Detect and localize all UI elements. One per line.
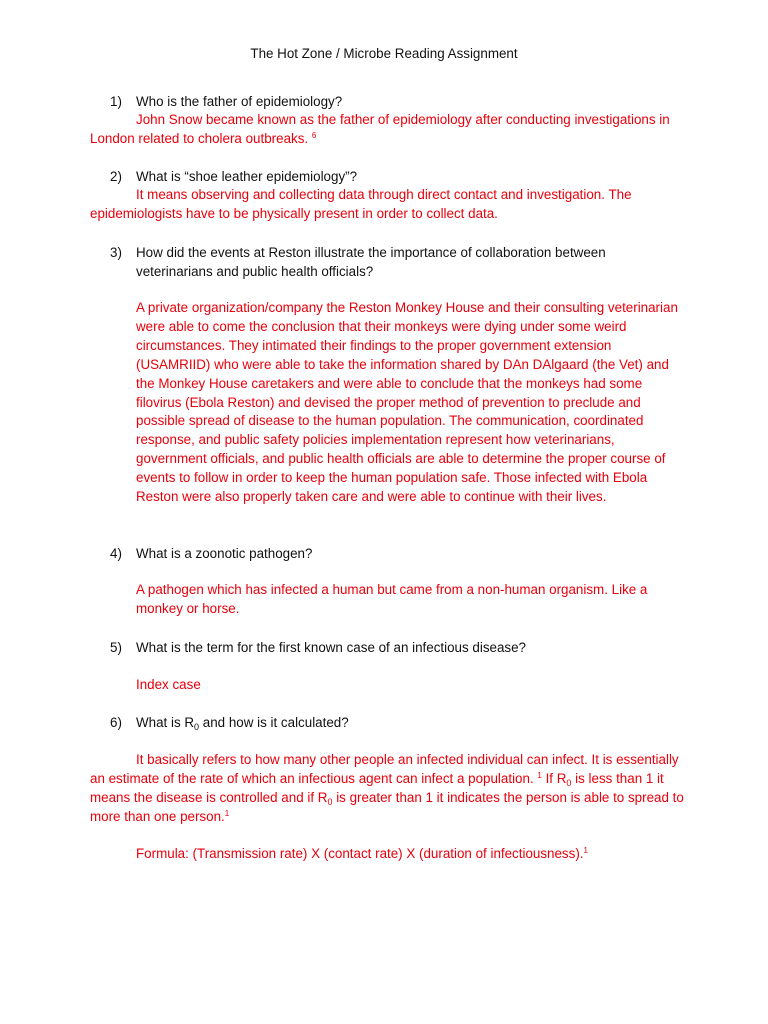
document-title: The Hot Zone / Microbe Reading Assignment [250,46,518,61]
answer-4: A pathogen which has infected a human but came from a non-human organism. Like a monkey or horse. [136,582,648,616]
citation-ref: 1 [224,808,230,818]
subscript-zero: 0 [327,796,333,807]
answer-6: It basically refers to how many other people an infected individual can infect. It is essentially an estimate of the rate of which an infectious agent can infect a population. $^1$ If $R_0$ is less than 1 it means the disease is controlled and if $R_0$ is greater than 1 it indicates the person is able to spread to more than one person.$^1$ [90,752,684,824]
citation-ref: 1 [537,770,542,780]
question-text: How did the events at Reston illustrate the importance of collaboration between veterinarians and public health officials? [136,245,606,279]
question-text: What is the term for the first known case of an infectious disease? [136,640,527,655]
question-text: What is a zoonotic pathogen? [136,546,313,561]
question-text: What is $R_0$ and how is it calculated? [136,715,349,732]
question-number: 4) [110,546,122,561]
subscript-zero: 0 [566,777,572,788]
answer-2: It means observing and collecting data through direct contact and investigation. The epidemiologists have to be physically present in order to collect data. [90,187,632,221]
question-number: 1) [110,94,122,109]
formula-text: Formula: (Transmission rate) X (contact rate) X (duration of infectiousness). [136,846,584,861]
subscript-zero: 0 [194,722,200,732]
citation-ref: 1 [583,846,588,855]
answer-5: Index case [136,677,201,692]
question-number: 3) [110,245,122,260]
question-text: Who is the father of epidemiology? [136,94,343,109]
question-number: 2) [110,169,122,184]
citation-ref: 6 [311,130,317,140]
formula-line [136,845,681,864]
answer-text: John Snow became known as the father of epidemiology after conducting investigations in London related to cholera outbreaks. [90,112,670,146]
question-number: 5) [110,640,122,655]
answer-3: A private organization/company the Reston Monkey House and their consulting veterinarian were able to come the conclusion that their monkeys were dying under some weird circumstances. They intimated their findings to the proper government extension (USAMRIID) who were able to take the information shared by DAn DAlgaard (the Vet) and the Monkey House caretakers and were able to conclude that the monkeys had some filovirus (Ebola Reston) and devised the proper method of prevention to preclude and possible spread of disease to the human population. The communication, coordinated response, and public safety policies implementation represent how veterinarians, government officials, and public health officials are able to determine the proper course of events to follow in order to keep the human population safe. Those infected with Ebola Reston were also properly taken care and were able to continue with their lives. [136,300,678,505]
question-text: What is “shoe leather epidemiology”? [136,169,358,184]
question-number: 6) [110,715,122,730]
answer-1 [90,111,690,149]
